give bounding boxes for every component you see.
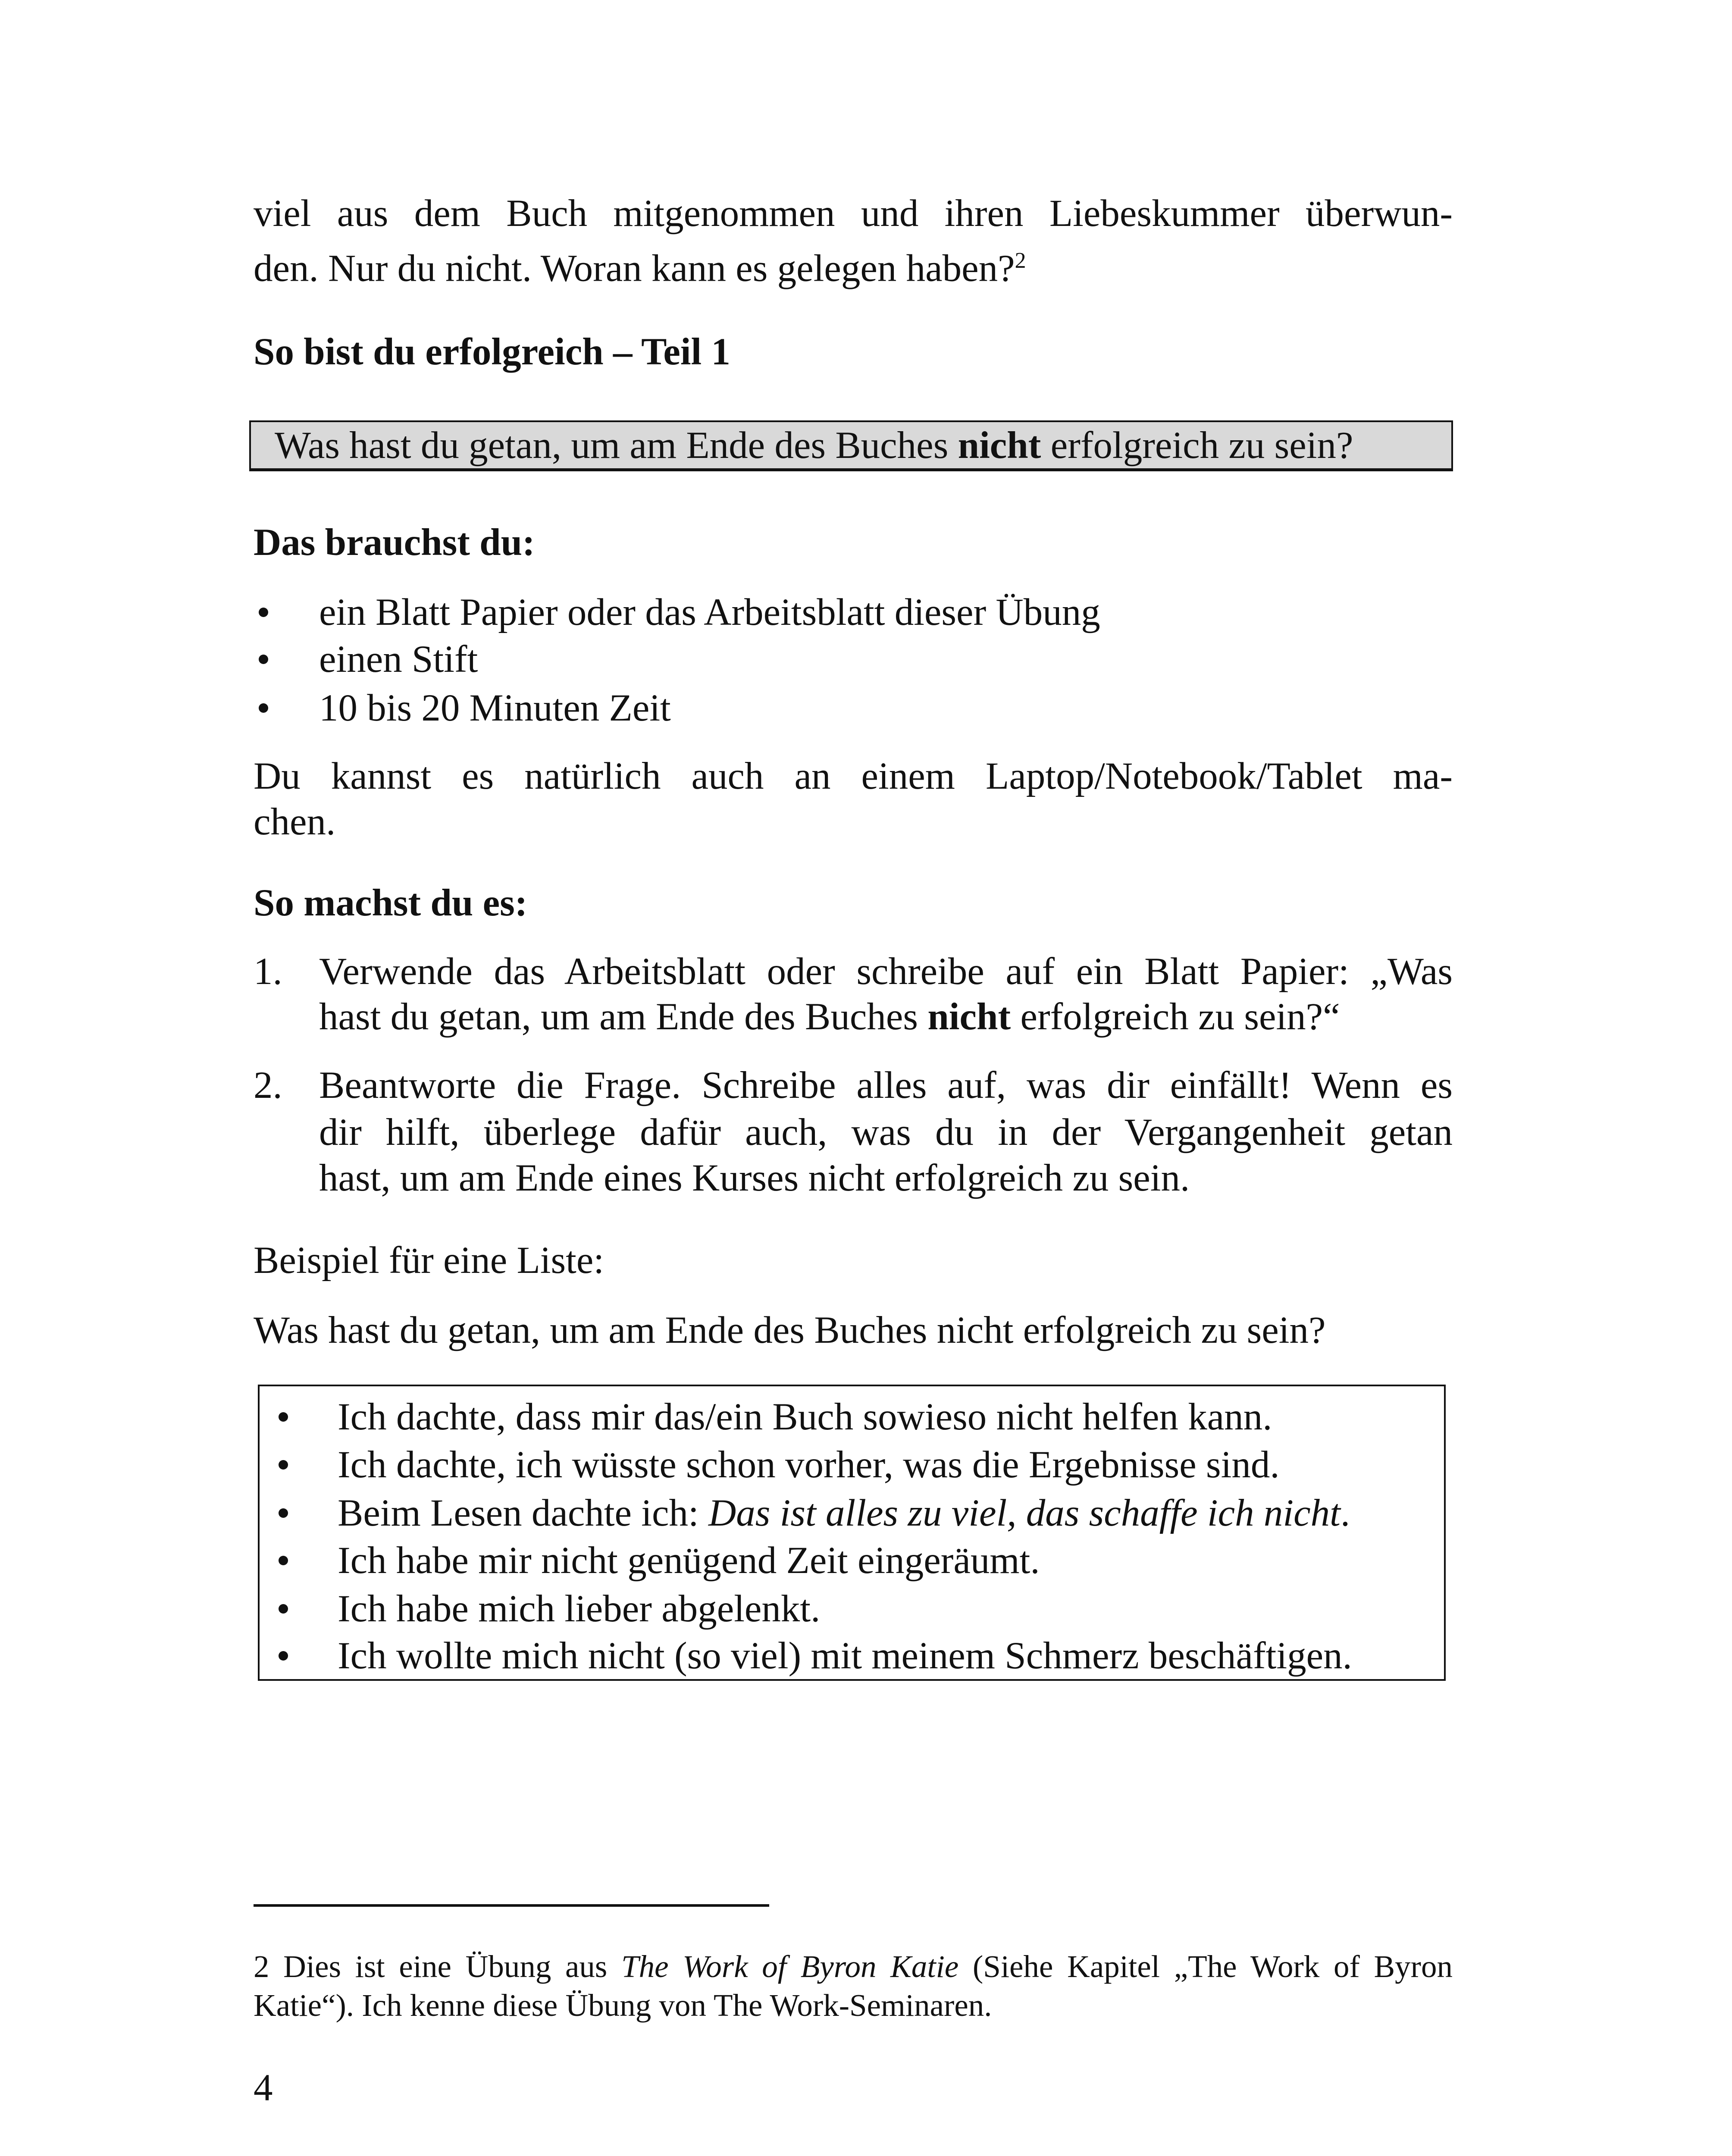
bullet-icon (279, 1412, 288, 1422)
bullet-icon (279, 1508, 288, 1518)
bullet-icon (279, 1604, 288, 1614)
footnote-line-2: Katie“). Ich kenne diese Übung von The Work-Seminaren. (254, 1988, 992, 2023)
callout-emphasis: nicht (958, 424, 1041, 467)
callout-text (275, 422, 1353, 469)
list-item: Ich dachte, ich wüsste schon vorher, was die Ergebnisse sind. (338, 1444, 1280, 1486)
needs-note-line-2: chen. (254, 801, 336, 843)
footnote-text: Dies ist eine Übung aus (269, 1949, 621, 1984)
list-item: 10 bis 20 Minuten Zeit (319, 687, 671, 729)
footnote-number: 2 (254, 1949, 269, 1984)
list-item: Ich dachte, dass mir das/ein Buch sowieso nicht helfen kann. (338, 1396, 1272, 1438)
page-number: 4 (254, 2067, 273, 2109)
footnote-title: The Work of Byron Katie (621, 1949, 959, 1984)
footnote-separator (254, 1904, 769, 1907)
bullet-icon (259, 655, 268, 664)
list-item (338, 1490, 1350, 1536)
list-item: Ich wollte mich nicht (so viel) mit meinem Schmerz beschäftigen. (338, 1635, 1352, 1677)
intro-line-2 (254, 238, 1453, 292)
step-2-line-3: hast, um am Ende eines Kurses nicht erfolgreich zu sein. (319, 1157, 1190, 1199)
step-2-line-2: dir hilft, überlege dafür auch, was du in der Vergangenheit getan (319, 1111, 1453, 1153)
example-label: Beispiel für eine Liste: (254, 1239, 604, 1282)
example-question: Was hast du getan, um am Ende des Buches nicht erfolgreich zu sein? (254, 1309, 1326, 1351)
bullet-icon (259, 703, 268, 713)
list-item: Ich habe mir nicht genügend Zeit eingeräumt. (338, 1539, 1040, 1582)
step-1-line-1: Verwende das Arbeitsblatt oder schreibe auf ein Blatt Papier: „Was (319, 950, 1453, 993)
bullet-icon (279, 1460, 288, 1470)
callout-text-start: Was hast du getan, um am Ende des Buches (275, 424, 958, 467)
list-item: Ich habe mich lieber abgelenkt. (338, 1588, 821, 1630)
needs-note-line-1: Du kannst es natürlich auch an einem Laptop/Notebook/Tablet ma- (254, 755, 1453, 797)
footnote-text: (Siehe Kapitel „The Work of Byron (958, 1949, 1453, 1984)
step-text: erfolgreich zu sein?“ (1011, 996, 1340, 1038)
list-item: ein Blatt Papier oder das Arbeitsblatt dieser Übung (319, 591, 1100, 633)
question-callout (249, 420, 1453, 471)
step-1-line-2 (319, 993, 1340, 1040)
footnote-line-1 (254, 1947, 1453, 1986)
section-heading: So bist du erfolgreich – Teil 1 (254, 331, 731, 373)
callout-text-end: erfolgreich zu sein? (1041, 424, 1353, 467)
list-item: einen Stift (319, 638, 478, 680)
step-number: 1. (254, 950, 282, 993)
step-2-line-1: Beantworte die Frage. Schreibe alles auf, was dir einfällt! Wenn es (319, 1064, 1453, 1106)
intro-text: den. Nur du nicht. Woran kann es gelegen haben? (254, 247, 1015, 290)
bullet-icon (259, 608, 268, 617)
step-text: hast du getan, um am Ende des Buches (319, 996, 928, 1038)
needs-heading: Das brauchst du: (254, 521, 535, 564)
bullet-icon (279, 1556, 288, 1565)
howto-heading: So machst du es: (254, 882, 528, 924)
item-text: Beim Lesen dachte ich: (338, 1492, 709, 1534)
bullet-icon (279, 1651, 288, 1661)
step-emphasis: nicht (927, 996, 1011, 1038)
item-italic-thought: Das ist alles zu viel, das schaffe ich nicht (708, 1492, 1340, 1534)
step-number: 2. (254, 1064, 282, 1106)
item-text: . (1340, 1492, 1350, 1534)
footnote-reference[interactable]: 2 (1015, 248, 1026, 273)
intro-line-1: viel aus dem Buch mitgenommen und ihren Liebeskummer überwun- (254, 192, 1453, 235)
